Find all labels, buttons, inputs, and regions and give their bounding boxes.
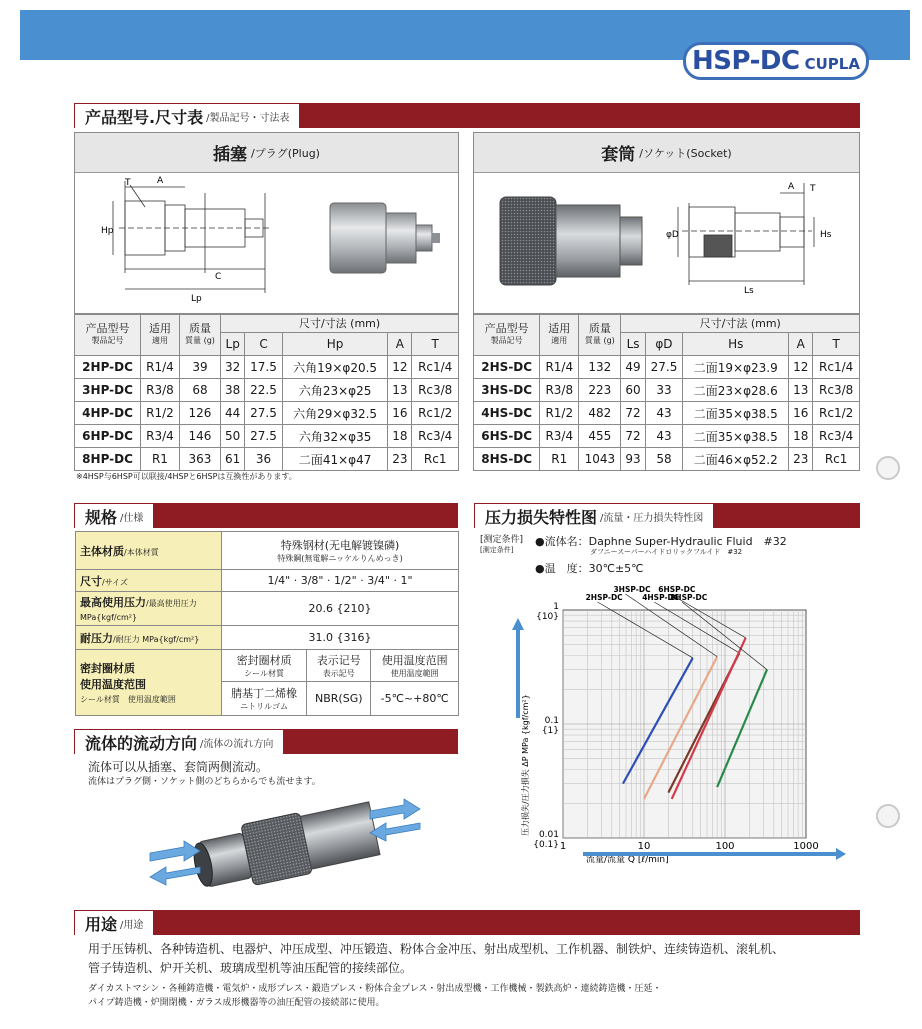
- plug-table-row: [75, 356, 459, 379]
- brand-sub: CUPLA: [804, 55, 860, 73]
- chart-fluid-jp: ダフニースーパーハイドロリックフルイド #32: [590, 548, 743, 556]
- plug-table-cell: 12: [388, 356, 412, 379]
- spec-seal-h3-jp: 使用温度範囲: [390, 669, 439, 678]
- plug-label-lp: Lp: [191, 294, 202, 304]
- x-axis-label: 流量/流量 Q [ℓ/min]: [586, 855, 669, 865]
- spec-seal-v3: -5℃~+80℃: [371, 682, 459, 716]
- plug-table-cell: 2HP-DC: [75, 356, 141, 379]
- spec-material-value-jp: 特殊鋼(無電解ニッケルりんめっき): [277, 554, 403, 563]
- socket-table-cell: R3/8: [540, 379, 579, 402]
- socket-table-cell: 2HS-DC: [474, 356, 540, 379]
- plug-label-t: T: [125, 178, 131, 188]
- chart-temp-label: ●温 度：: [535, 562, 589, 575]
- plug-table-cell: 13: [388, 379, 412, 402]
- pressure-loss-chart: [476, 580, 860, 880]
- socket-table-cell: R1: [540, 448, 579, 471]
- socket-h-fit-jp: 適用: [551, 336, 568, 345]
- section-chart-title: 压力损失特性图: [485, 507, 598, 527]
- section-spec: [74, 503, 458, 528]
- plug-h-c1: Lp: [221, 333, 245, 356]
- socket-table-cell: Rc1/4: [813, 356, 860, 379]
- plug-table-cell: 44: [221, 402, 245, 425]
- series-label-3HSP-DC: 3HSP-DC: [613, 585, 651, 594]
- plug-h-mass: 质量: [188, 322, 211, 335]
- socket-table-row: [474, 402, 860, 425]
- section-use-subtitle: /用途: [120, 919, 144, 931]
- socket-panel: [473, 132, 860, 314]
- socket-table-row: [474, 356, 860, 379]
- y-tick-sublabel: {10}: [536, 612, 559, 622]
- socket-table-cell: 43: [645, 402, 683, 425]
- series-label-4HSP-DC: 4HSP-DC: [642, 593, 680, 602]
- y-tick-label: 0.1: [544, 716, 559, 726]
- plug-table-cell: 36: [245, 448, 283, 471]
- plug-table-row: [75, 425, 459, 448]
- plug-table-cell: 3HP-DC: [75, 379, 141, 402]
- plug-h-fit: 适用: [148, 322, 171, 335]
- socket-table-cell: R3/4: [540, 425, 579, 448]
- plug-label-a: A: [157, 176, 164, 186]
- plug-table-cell: R1/4: [141, 356, 180, 379]
- plug-table-cell: 126: [179, 402, 220, 425]
- spec-maxp-label-jp: /最高使用圧力 MPa{kgf/cm²}: [80, 599, 197, 622]
- section-flow: [74, 729, 458, 754]
- plug-table-cell: R1: [141, 448, 180, 471]
- plug-h-mass-jp: 質量 (g): [185, 336, 215, 345]
- socket-table-cell: 49: [621, 356, 645, 379]
- socket-h-model: 产品型号: [484, 322, 529, 335]
- socket-label-d: φD: [666, 230, 679, 240]
- socket-table-cell: Rc1: [813, 448, 860, 471]
- use-text-zh-1: 用于压铸机、各种铸造机、电器炉、冲压成型、冲压锻造、粉体合金冲压、射出成型机、工作机器、制铁炉、连续铸造机、滚轧机、: [88, 942, 785, 956]
- plug-table-cell: Rc3/4: [412, 425, 459, 448]
- brand-badge: [683, 42, 869, 80]
- socket-h-c1: Ls: [621, 333, 645, 356]
- plug-label-hp: Hp: [101, 226, 114, 236]
- binder-hole-top: [876, 456, 900, 480]
- socket-table-cell: 二面19×φ23.9: [683, 356, 789, 379]
- spec-material-label-jp: /本体材質: [124, 547, 159, 557]
- plug-table-cell: 32: [221, 356, 245, 379]
- spec-seal-h1: 密封圈材质: [236, 654, 292, 667]
- plug-h-dims: 尺寸/寸法 (mm): [221, 315, 459, 333]
- socket-table-cell: Rc3/8: [813, 379, 860, 402]
- plug-h-c2: C: [245, 333, 283, 356]
- socket-table-cell: 93: [621, 448, 645, 471]
- socket-h-mass: 质量: [588, 322, 611, 335]
- socket-table-cell: 二面35×φ38.5: [683, 402, 789, 425]
- plug-panel: [74, 132, 459, 314]
- socket-table-cell: 12: [789, 356, 813, 379]
- y-tick-sublabel: {0.1}: [533, 840, 559, 850]
- socket-label-hs: Hs: [820, 230, 832, 240]
- flow-text-jp: 流体はプラグ側・ソケット側のどちらからでも流せます。: [88, 777, 321, 787]
- plug-table-cell: 16: [388, 402, 412, 425]
- chart-cond-label: [测定条件]: [480, 535, 524, 545]
- spec-seal-v1-jp: ニトリルゴム: [240, 702, 289, 711]
- plug-table-cell: R1/2: [141, 402, 180, 425]
- plug-table-cell: 六角32×φ35: [282, 425, 388, 448]
- series-label-2HSP-DC: 2HSP-DC: [585, 593, 623, 602]
- spec-proof-label: 耐压力: [80, 631, 113, 645]
- plug-table-cell: 六角29×φ32.5: [282, 402, 388, 425]
- socket-title: 套筒: [601, 145, 636, 165]
- section-flow-title: 流体的流动方向: [85, 733, 198, 753]
- socket-h-c5: T: [813, 333, 860, 356]
- socket-table-cell: Rc1/2: [813, 402, 860, 425]
- plug-table-cell: 4HP-DC: [75, 402, 141, 425]
- section-models-subtitle: /製品記号・寸法表: [206, 112, 290, 124]
- use-text-jp-2: パイプ鋳造機・炉開閉機・ガラス成形機器等の油圧配管の接続部に使用。: [88, 998, 385, 1008]
- plug-table-cell: 二面41×φ47: [282, 448, 388, 471]
- y-tick-label: 0.01: [538, 830, 559, 840]
- spec-material-value: 特殊钢材(无电解镀镍磷): [280, 539, 400, 552]
- plug-photo: [330, 203, 440, 273]
- socket-table-cell: Rc3/4: [813, 425, 860, 448]
- plug-table-cell: Rc1: [412, 448, 459, 471]
- plug-table-cell: 27.5: [245, 402, 283, 425]
- socket-label-ls: Ls: [744, 286, 754, 296]
- spec-seal-label-jp: シール材質 使用温度範囲: [80, 695, 176, 704]
- socket-table-cell: 二面35×φ38.5: [683, 425, 789, 448]
- socket-table-cell: 482: [579, 402, 621, 425]
- socket-table-cell: 43: [645, 425, 683, 448]
- plug-h-c3: Hp: [282, 333, 388, 356]
- plug-table-cell: Rc1/2: [412, 402, 459, 425]
- plug-table: [74, 314, 459, 471]
- plug-table-cell: 61: [221, 448, 245, 471]
- spec-size-label: 尺寸: [80, 574, 102, 588]
- plug-table-cell: Rc3/8: [412, 379, 459, 402]
- socket-label-t: T: [810, 184, 816, 194]
- spec-seal-h2-jp: 表示記号: [322, 669, 355, 678]
- spec-seal-h2: 表示记号: [316, 654, 361, 667]
- spec-table: [75, 531, 459, 716]
- spec-material-label: 主体材质: [80, 544, 124, 558]
- y-tick-label: 1: [553, 602, 559, 612]
- x-tick-label: 1000: [793, 841, 819, 852]
- plug-h-fit-jp: 適用: [151, 336, 168, 345]
- section-spec-title: 规格: [85, 507, 118, 527]
- plug-table-cell: 38: [221, 379, 245, 402]
- socket-table-cell: 72: [621, 425, 645, 448]
- socket-table-cell: 132: [579, 356, 621, 379]
- plug-h-model: 产品型号: [85, 322, 130, 335]
- y-axis-label: 压力损失/圧力損失 ΔP MPa {kgf/cm²}: [521, 694, 530, 836]
- plug-table-cell: 17.5: [245, 356, 283, 379]
- socket-h-mass-jp: 質量 (g): [584, 336, 615, 345]
- spec-seal-v1: 腈基丁二烯橡: [231, 687, 298, 700]
- socket-table-cell: 23: [789, 448, 813, 471]
- section-use: [74, 910, 860, 935]
- plug-table-cell: 18: [388, 425, 412, 448]
- plug-table-cell: Rc1/4: [412, 356, 459, 379]
- socket-h-c4: A: [789, 333, 813, 356]
- section-chart: [474, 503, 860, 528]
- socket-table: [473, 314, 860, 471]
- socket-table-cell: 455: [579, 425, 621, 448]
- series-label-6HSP-DC: 6HSP-DC: [658, 585, 696, 594]
- section-models: [74, 103, 860, 128]
- socket-drawing: [474, 173, 859, 313]
- plug-subtitle: /プラグ(Plug): [251, 146, 320, 160]
- socket-table-cell: 4HS-DC: [474, 402, 540, 425]
- section-flow-subtitle: /流体の流れ方向: [200, 738, 274, 750]
- socket-table-cell: 223: [579, 379, 621, 402]
- coupler-flow-illustration: [140, 785, 440, 895]
- plug-drawing: [75, 173, 458, 313]
- plug-table-row: [75, 448, 459, 471]
- series-label-8HSP-DC: 8HSP-DC: [670, 593, 708, 602]
- plug-table-cell: 50: [221, 425, 245, 448]
- section-use-title: 用途: [85, 914, 118, 934]
- binder-hole-bottom: [876, 804, 900, 828]
- section-spec-subtitle: /仕様: [120, 512, 144, 524]
- socket-h-c3: Hs: [683, 333, 789, 356]
- socket-label-a: A: [788, 182, 795, 192]
- plug-table-cell: R3/4: [141, 425, 180, 448]
- spec-seal-v2: NBR(SG): [307, 682, 371, 716]
- socket-table-cell: R1/4: [540, 356, 579, 379]
- plug-table-cell: 68: [179, 379, 220, 402]
- chart-fluid: Daphne Super-Hydraulic Fluid #32: [588, 535, 787, 548]
- socket-table-cell: R1/2: [540, 402, 579, 425]
- plug-table-cell: 146: [179, 425, 220, 448]
- spec-maxp-value: 20.6 {210}: [222, 592, 459, 626]
- spec-proof-label-jp: /耐圧力 MPa{kgf/cm²}: [113, 634, 200, 644]
- socket-table-cell: 16: [789, 402, 813, 425]
- socket-table-cell: 8HS-DC: [474, 448, 540, 471]
- spec-maxp-label: 最高使用压力: [80, 596, 146, 609]
- plug-table-cell: 6HP-DC: [75, 425, 141, 448]
- socket-table-cell: 33: [645, 379, 683, 402]
- socket-table-cell: 18: [789, 425, 813, 448]
- socket-table-row: [474, 379, 860, 402]
- socket-h-fit: 适用: [548, 322, 571, 335]
- socket-table-cell: 58: [645, 448, 683, 471]
- socket-table-row: [474, 425, 860, 448]
- spec-proof-value: 31.0 {316}: [222, 626, 459, 650]
- socket-h-c2: φD: [645, 333, 683, 356]
- y-tick-sublabel: {1}: [541, 726, 559, 736]
- plug-table-cell: 363: [179, 448, 220, 471]
- socket-table-cell: 6HS-DC: [474, 425, 540, 448]
- use-text-zh-2: 管子铸造机、炉开关机、玻璃成型机等油压配管的接续部位。: [88, 961, 413, 975]
- plug-table-cell: 六角23×φ25: [282, 379, 388, 402]
- section-chart-subtitle: /流量・圧力損失特性図: [600, 512, 704, 524]
- socket-table-cell: 二面46×φ52.2: [683, 448, 789, 471]
- compat-note: ※4HSP与6HSP可以联接/4HSPと6HSPは互換性があります。: [76, 472, 297, 481]
- plug-h-c4: A: [388, 333, 412, 356]
- x-tick-label: 1: [559, 841, 567, 852]
- plug-h-c5: T: [412, 333, 459, 356]
- plug-table-row: [75, 402, 459, 425]
- socket-subtitle: /ソケット(Socket): [639, 146, 732, 160]
- spec-size-value: 1/4" · 3/8" · 1/2" · 3/4" · 1": [222, 570, 459, 592]
- section-models-title: 产品型号.尺寸表: [85, 107, 204, 127]
- plug-table-cell: 27.5: [245, 425, 283, 448]
- plug-h-model-jp: 製品記号: [91, 336, 124, 345]
- plug-table-cell: R3/8: [141, 379, 180, 402]
- flow-text-zh: 流体可以从插塞、套筒两侧流动。: [88, 760, 269, 774]
- plug-table-cell: 六角19×φ20.5: [282, 356, 388, 379]
- spec-seal-label1: 密封圈材质: [80, 662, 135, 675]
- socket-table-cell: 72: [621, 402, 645, 425]
- spec-size-label-jp: /サイズ: [102, 577, 129, 587]
- chart-cond-label-jp: [測定条件]: [480, 546, 514, 554]
- socket-photo: [500, 197, 642, 285]
- plug-table-cell: 22.5: [245, 379, 283, 402]
- plug-label-c: C: [215, 272, 222, 282]
- plug-title: 插塞: [213, 145, 248, 165]
- x-tick-label: 10: [637, 841, 651, 852]
- spec-seal-label2: 使用温度范围: [80, 678, 146, 691]
- plug-table-cell: 39: [179, 356, 220, 379]
- socket-table-cell: 13: [789, 379, 813, 402]
- spec-seal-h3: 使用温度范围: [381, 654, 448, 667]
- socket-table-cell: 1043: [579, 448, 621, 471]
- use-text-jp-1: ダイカストマシン・各種鋳造機・電気炉・成形プレス・鍛造プレス・粉体合金プレス・射出成型機・工作機械・製鉄高炉・連続鋳造機・圧延・: [88, 984, 662, 994]
- spec-seal-h1-jp: シール材質: [244, 669, 285, 678]
- brand-main: HSP-DC: [692, 46, 800, 76]
- socket-h-model-jp: 製品記号: [490, 336, 523, 345]
- socket-table-row: [474, 448, 860, 471]
- socket-table-cell: 27.5: [645, 356, 683, 379]
- chart-temp: 30℃±5℃: [588, 562, 644, 575]
- socket-table-cell: 60: [621, 379, 645, 402]
- plug-table-cell: 8HP-DC: [75, 448, 141, 471]
- plug-table-cell: 23: [388, 448, 412, 471]
- chart-fluid-label: ●流体名：: [535, 535, 589, 548]
- x-tick-label: 100: [715, 841, 735, 852]
- plug-table-row: [75, 379, 459, 402]
- socket-table-cell: 3HS-DC: [474, 379, 540, 402]
- socket-h-dims: 尺寸/寸法 (mm): [621, 315, 860, 333]
- socket-table-cell: 二面23×φ28.6: [683, 379, 789, 402]
